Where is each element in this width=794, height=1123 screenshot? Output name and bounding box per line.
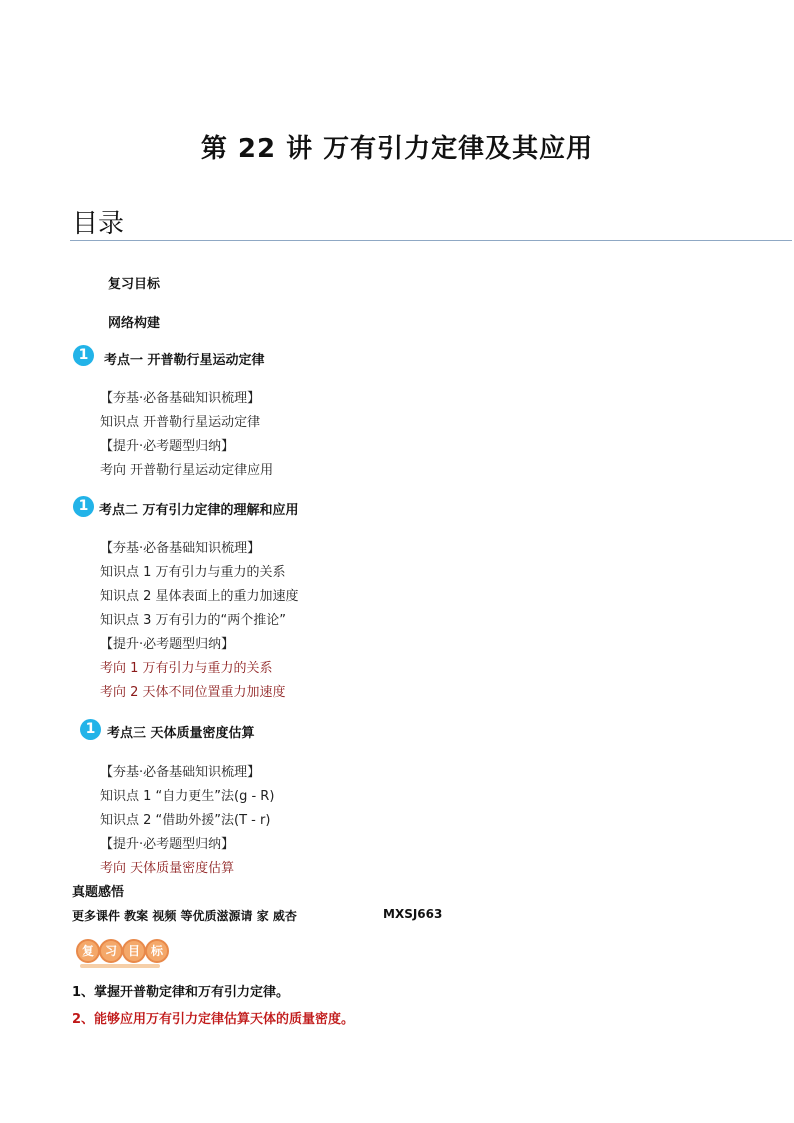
toc-kp3-title[interactable]: 考点三 天体质量密度估算 [107, 726, 255, 741]
promo-code: MXSJ663 [383, 907, 443, 921]
toc-kp1-item[interactable]: 考向 开普勒行星运动定律应用 [100, 463, 274, 478]
toc-network[interactable]: 网络构建 [108, 316, 161, 331]
toc-kp3-item[interactable]: 知识点 2 “借助外援”法(T - r) [100, 813, 271, 828]
toc-kp1-item[interactable]: 【提升·必考题型归纳】 [100, 439, 235, 454]
toc-kp3-item[interactable]: 【夯基·必备基础知识梳理】 [100, 765, 261, 780]
toc-kp1-title[interactable]: 考点一 开普勒行星运动定律 [104, 353, 265, 368]
number-one-icon: 1 [73, 496, 94, 517]
goal-line-1: 1、掌握开普勒定律和万有引力定律。 [72, 985, 290, 1000]
promo-text: 更多课件 教案 视频 等优质滋源请 家 威杏 [72, 909, 297, 923]
toc-kp2-item[interactable]: 知识点 3 万有引力的“两个推论” [100, 613, 287, 628]
toc-divider [70, 240, 792, 241]
toc-kp2-item[interactable]: 知识点 2 星体表面上的重力加速度 [100, 589, 299, 604]
review-goal-badge [76, 939, 168, 967]
toc-kp3-item[interactable]: 考向 天体质量密度估算 [100, 861, 235, 876]
toc-kp2-item[interactable]: 考向 1 万有引力与重力的关系 [100, 661, 273, 676]
goal-line-2: 2、能够应用万有引力定律估算天体的质量密度。 [72, 1012, 355, 1027]
toc-real-exam[interactable]: 真题感悟 [72, 885, 125, 900]
number-one-icon: 1 [73, 345, 94, 366]
toc-kp2-title[interactable]: 考点二 万有引力定律的理解和应用 [99, 503, 299, 518]
badge-char: 目 [122, 939, 146, 963]
toc-kp1-item[interactable]: 【夯基·必备基础知识梳理】 [100, 391, 261, 406]
toc-kp2-item[interactable]: 【夯基·必备基础知识梳理】 [100, 541, 261, 556]
toc-kp2-item[interactable]: 【提升·必考题型归纳】 [100, 637, 235, 652]
toc-kp2-item[interactable]: 知识点 1 万有引力与重力的关系 [100, 565, 286, 580]
toc-heading: 目录 [72, 209, 125, 239]
number-one-icon: 1 [80, 719, 101, 740]
toc-kp2-item[interactable]: 考向 2 天体不同位置重力加速度 [100, 685, 286, 700]
badge-char: 习 [99, 939, 123, 963]
badge-char: 复 [76, 939, 100, 963]
badge-char: 标 [145, 939, 169, 963]
badge-underline [80, 964, 160, 968]
page-title: 第 22 讲 万有引力定律及其应用 [200, 134, 594, 164]
toc-kp1-item[interactable]: 知识点 开普勒行星运动定律 [100, 415, 261, 430]
toc-kp3-item[interactable]: 【提升·必考题型归纳】 [100, 837, 235, 852]
toc-review-goal[interactable]: 复习目标 [108, 277, 161, 292]
toc-kp3-item[interactable]: 知识点 1 “自力更生”法(g - R) [100, 789, 275, 804]
